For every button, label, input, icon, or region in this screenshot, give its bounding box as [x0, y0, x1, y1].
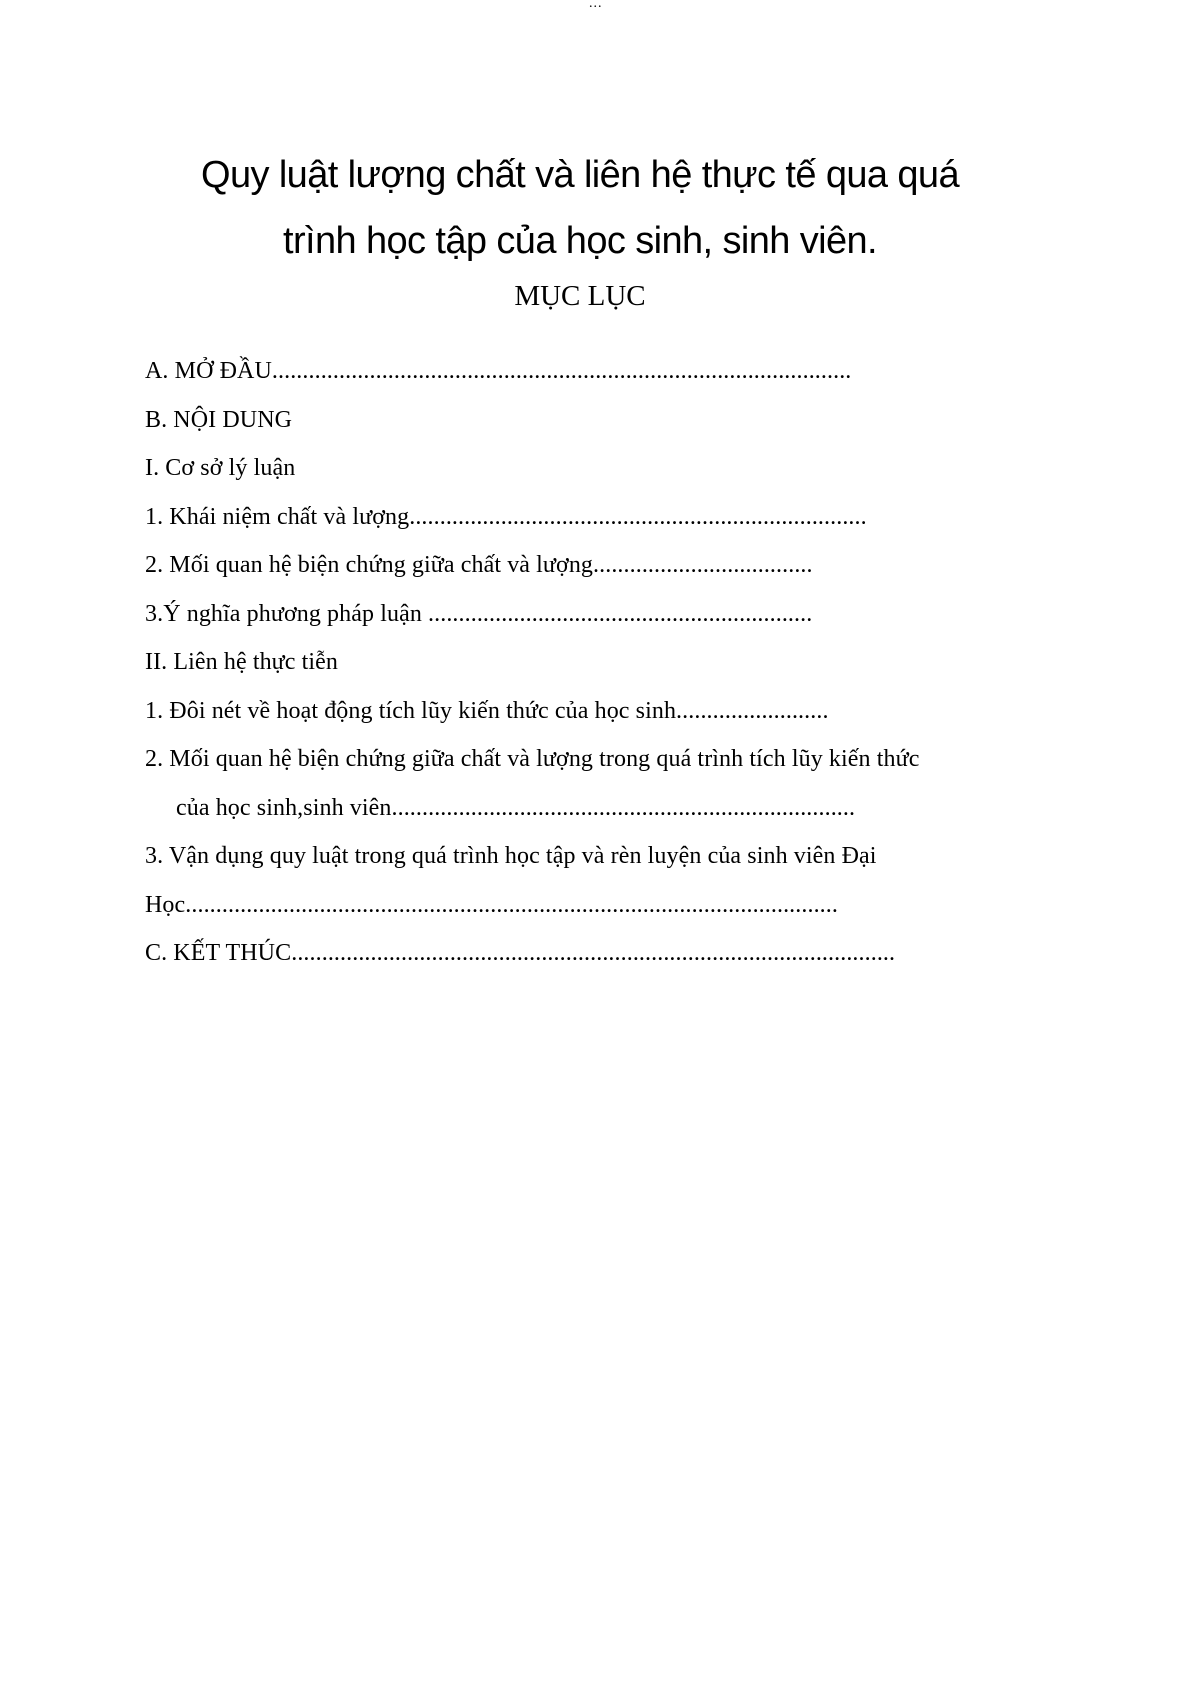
toc-item-ket-thuc: C. KẾT THÚC...................................................................................................: [145, 940, 896, 966]
toc-item-y-nghia: 3.Ý nghĩa phương pháp luận ...............................................................: [145, 600, 813, 627]
toc-item-khai-niem: 1. Khái niệm chất và lượng...........................................................................: [145, 503, 867, 530]
table-of-contents: [145, 347, 1065, 978]
document-title-line-1: Quy luật lượng chất và liên hệ thực tế qua quá: [200, 154, 959, 196]
document-title: [140, 142, 1020, 274]
toc-item-co-so-ly-luan: I. Cơ sở lý luận: [145, 455, 296, 481]
toc-heading: MỤC LỤC: [514, 280, 646, 312]
toc-item-moi-quan-he: 2. Mối quan hệ biện chứng giữa chất và lượng....................................: [145, 552, 813, 578]
toc-item-moi-quan-he-tich-luy-cont: của học sinh,sinh viên............................................................................: [176, 794, 856, 821]
toc-item-doi-net: 1. Đôi nét về hoạt động tích lũy kiến thức của học sinh.........................: [145, 697, 829, 724]
page-top-mark: ...: [589, 0, 603, 11]
document-title-line-2: trình học tập của học sinh, sinh viên.: [282, 220, 877, 262]
toc-item-van-dung-cont: Học...........................................................................................................: [145, 891, 838, 918]
toc-item-moi-quan-he-tich-luy: 2. Mối quan hệ biện chứng giữa chất và lượng trong quá trình tích lũy kiến thức: [145, 746, 920, 772]
toc-item-noi-dung: B. NỘI DUNG: [145, 406, 293, 433]
toc-item-mo-dau: A. MỞ ĐẦU...............................................................................................: [145, 358, 852, 384]
toc-item-van-dung: 3. Vận dụng quy luật trong quá trình học tập và rèn luyện của sinh viên Đại: [145, 843, 877, 869]
toc-item-lien-he-thuc-tien: II. Liên hệ thực tiễn: [145, 649, 339, 675]
